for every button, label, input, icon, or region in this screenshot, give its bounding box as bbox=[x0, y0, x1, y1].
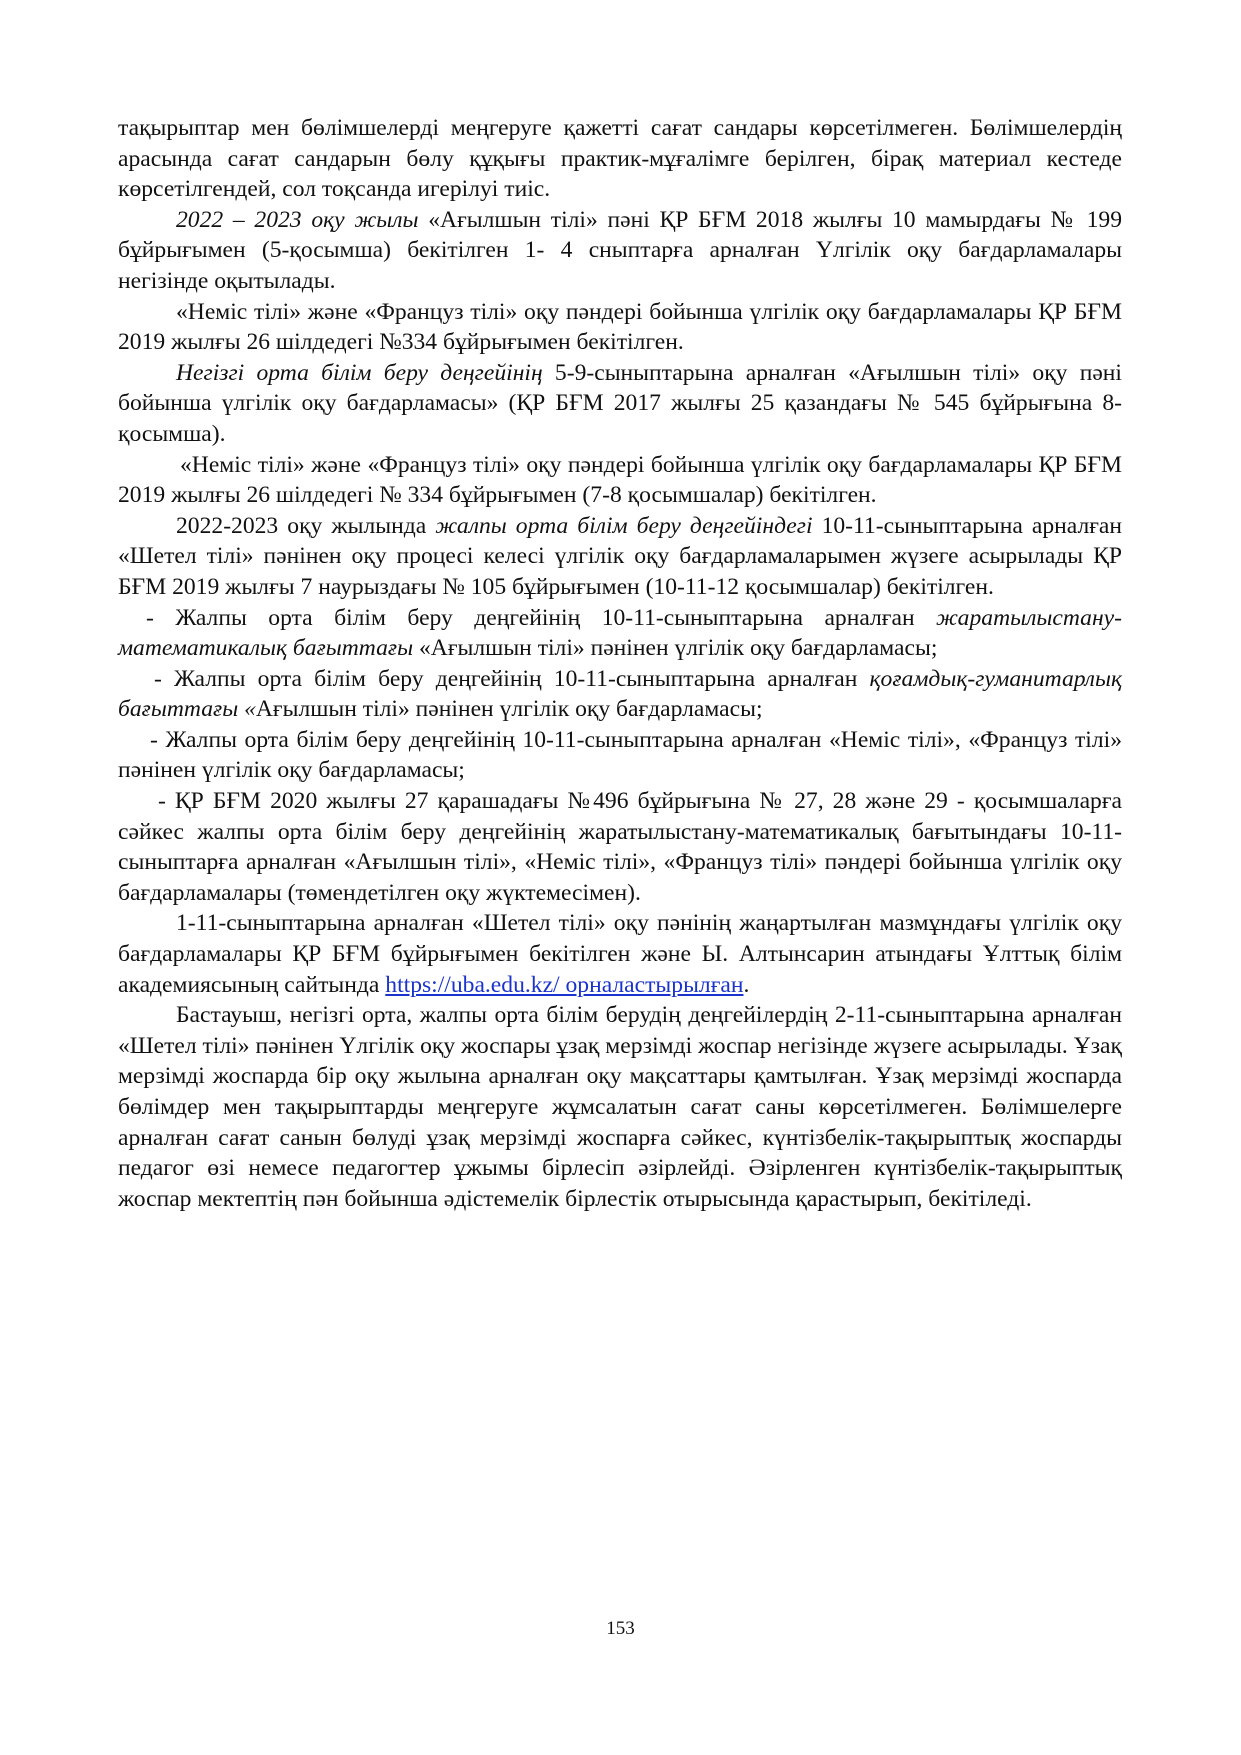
uba-website-link[interactable]: https://uba.edu.kz/ орналастырылған bbox=[385, 971, 744, 998]
list-item-social-humanitarian: - Жалпы орта білім беру деңгейінің 10-11-сыныптарына арналған қоғамдық-гуманитарлық бағыттағы «Ағылшын тілі» пәнінен үлгілік оқу бағдарламасы; bbox=[118, 665, 1122, 723]
paragraph-basic-secondary: Негізгі орта білім беру деңгейінің 5-9-сыныптарына арналған «Ағылшын тілі» оқу пәні бойынша үлгілік оқу бағдарламасы» (ҚР БҒМ 2017 жылғы 25 қазандағы № 545 бұйрығына 8-қосымша). bbox=[118, 359, 1122, 447]
paragraph-german-french-programs: «Неміс тілі» және «Француз тілі» оқу пәндері бойынша үлгілік оқу бағдарламалары ҚР БҒМ 2019 жылғы 26 шілдедегі №334 бұйрығымен бекітілген. bbox=[118, 298, 1122, 356]
paragraph-continuation: тақырыптар мен бөлімшелерді меңгеруге қажетті сағат сандары көрсетілмеген. Бөлімшелердің арасында сағат сандарын бөлу құқығы практик-мұғалімге берілген, бірақ материал кестеде көрсетілгендей, сол тоқсанда игерілуі тиіс. bbox=[118, 115, 1122, 203]
paragraph-long-term-plan: Бастауыш, негізгі орта, жалпы орта білім берудің деңгейілердің 2-11-сыныптарына арналған «Шетел тілі» пәнінен Үлгілік оқу жоспары ұзақ мерзімді жоспар негізінде жүзеге асырылады. Ұзақ мерзімді жоспарда бір оқу жылына арналған оқу мақсаттары қамтылған. Ұзақ мерзімді жоспарда бөлімдер мен тақырыптарды меңгеруге жұмсалатын сағат саны көрсетілмеген. Бөлімшелерге арналған сағат санын бөлуді ұзақ мерзімді жоспарға сәйкес, күнтізбелік-тақырыптық жоспарды педагог өзі немесе педагогтер ұжымы бірлесіп әзірлейді. Әзірленген күнтізбелік-тақырыптық жоспар мектептің пән бойынша әдістемелік бірлестік отырысында қарастырып, бекітіледі. bbox=[118, 1002, 1122, 1212]
list-item-german-french: - Жалпы орта білім беру деңгейінің 10-11-сыныптарына арналған «Неміс тілі», «Француз тілі» пәнінен үлгілік оқу бағдарламасы; bbox=[118, 726, 1122, 784]
page-number: 153 bbox=[606, 1618, 635, 1639]
paragraph-general-secondary: 2022-2023 оқу жылында жалпы орта білім беру деңгейіндегі 10-11-сыныптарына арналған «Шетел тілі» пәнінен оқу процесі келесі үлгілік оқу бағдарламаларымен жүзеге асырылады ҚР БҒМ 2019 жылғы 7 наурыздағы № 105 бұйрығымен (10-11-12 қосымшалар) бекітілген. bbox=[118, 512, 1122, 600]
paragraph-english-primary: 2022 – 2023 оқу жылы «Ағылшын тілі» пәні ҚР БҒМ 2018 жылғы 10 мамырдағы № 199 бұйрығымен (5-қосымша) бекітілген 1- 4 сныптарға арналған Үлгілік оқу бағдарламалары негізінде оқытылады. bbox=[118, 206, 1122, 294]
list-item-natural-math: - Жалпы орта білім беру деңгейінің 10-11-сыныптарына арналған жаратылыстану-математикалық бағыттағы «Ағылшын тілі» пәнінен үлгілік оқу бағдарламасы; bbox=[118, 604, 1122, 662]
paragraph-german-french-7-8: «Неміс тілі» және «Француз тілі» оқу пәндері бойынша үлгілік оқу бағдарламалары ҚР БҒМ 2019 жылғы 26 шілдедегі № 334 бұйрығымен (7-8 қосымшалар) бекітілген. bbox=[118, 451, 1122, 509]
paragraph-updated-content: 1-11-сыныптарына арналған «Шетел тілі» оқу пәнінің жаңартылған мазмұндағы үлгілік оқу бағдарламалары ҚР БҒМ бұйрығымен бекітілген және Ы. Алтынсарин атындағы Ұлттық білім академиясының сайтында https://uba.edu.kz/ орналастырылған. bbox=[118, 910, 1122, 998]
document-page bbox=[118, 113, 1122, 1214]
list-item-order-496: - ҚР БҒМ 2020 жылғы 27 қарашадағы №496 бұйрығына № 27, 28 және 29 - қосымшаларға сәйкес жалпы орта білім беру деңгейінің жаратылыстану-математикалық бағытындағы 10-11-сыныптарға арналған «Ағылшын тілі», «Неміс тілі», «Француз тілі» пәндері бойынша үлгілік оқу бағдарламалары (төмендетілген оқу жүктемесімен). bbox=[118, 788, 1122, 906]
